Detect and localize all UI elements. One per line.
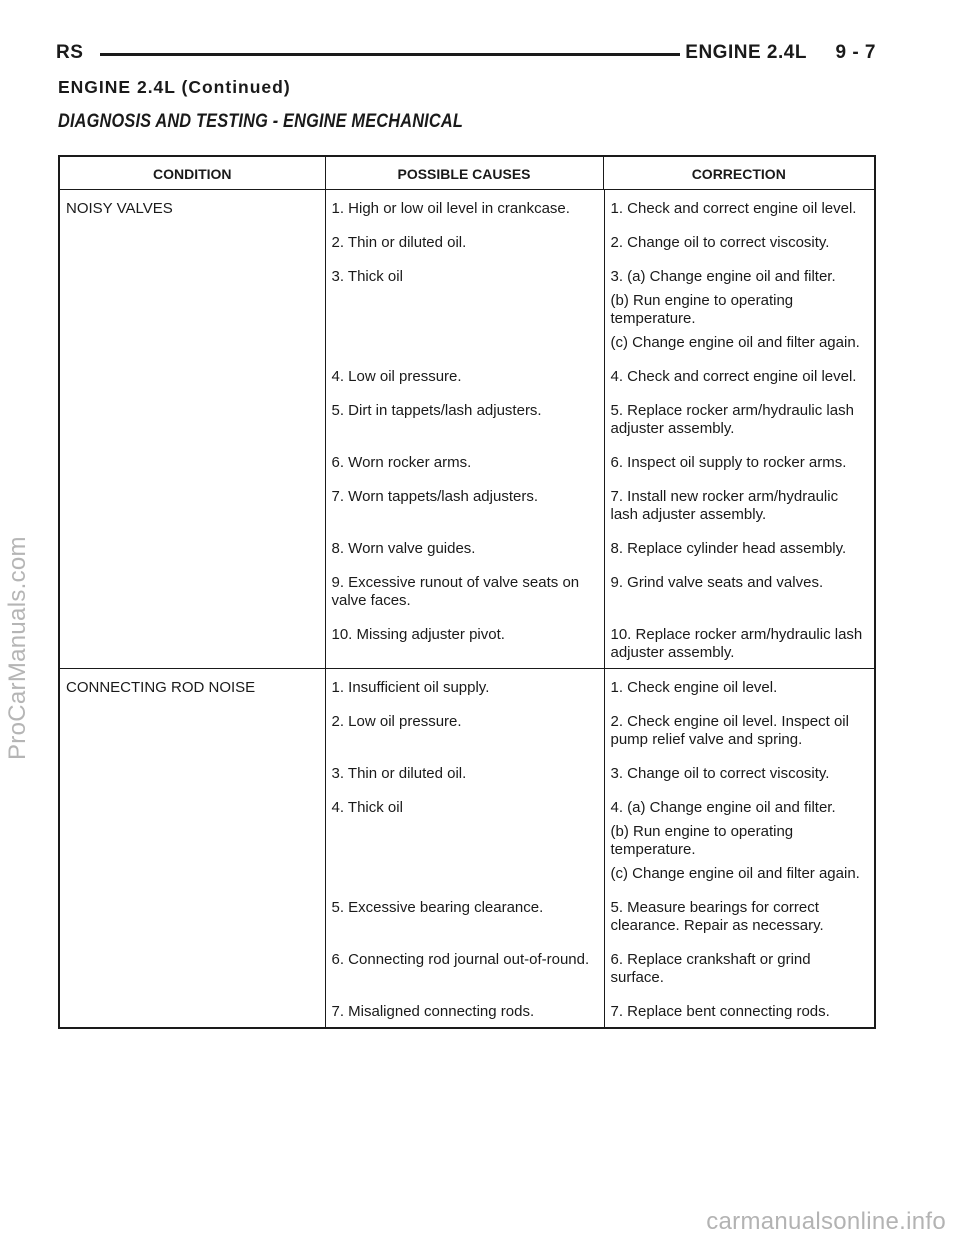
condition-label: CONNECTING ROD NOISE [66,679,256,696]
table-body [59,190,875,1029]
cause-text [326,941,605,993]
correction-line: 8. Replace cylinder head assembly. [610,540,847,557]
correction-text [605,224,875,258]
header-rule [100,53,680,56]
cause-correction-pair [326,224,875,258]
correction-text [605,530,875,564]
cause-correction-pair [326,889,875,941]
correction-line: 1. Check and correct engine oil level. [610,200,857,217]
correction-line: 9. Grind valve seats and valves. [610,574,824,591]
correction-text [605,941,875,993]
cause-line: 7. Worn tappets/lash adjusters. [331,488,538,505]
cause-text [326,789,605,889]
correction-text [605,789,875,889]
cause-text [326,478,605,530]
cause-line: 9. Excessive runout of valve seats on valve faces. [331,574,580,609]
cause-correction-pair [326,993,875,1027]
cause-correction-pair [326,564,875,616]
correction-line: 4. (a) Change engine oil and filter. [610,799,836,816]
cause-text [326,669,605,703]
correction-line: 4. Check and correct engine oil level. [610,368,857,385]
cause-correction-pair [326,669,875,703]
cause-line: 10. Missing adjuster pivot. [331,626,505,643]
cause-text [326,444,605,478]
cause-text [326,703,605,755]
correction-text [605,444,875,478]
correction-text [605,478,875,530]
column-header-condition: CONDITION [59,156,325,190]
cause-line: 6. Connecting rod journal out-of-round. [331,951,590,968]
cause-correction-pair [326,530,875,564]
cause-text [326,755,605,789]
cause-text [326,358,605,392]
correction-text [605,703,875,755]
manual-code: RS [56,42,84,63]
correction-line: 5. Replace rocker arm/hydraulic lash adjuster assembly. [610,402,854,437]
correction-line: 6. Inspect oil supply to rocker arms. [610,454,847,471]
table-row [59,190,875,669]
causes-corrections-cell [325,669,875,1029]
watermark-carmanualsonline: carmanualsonline.info [706,1208,946,1235]
page-header [56,42,876,74]
correction-text [605,258,875,358]
cause-line: 4. Low oil pressure. [331,368,462,385]
correction-line: 5. Measure bearings for correct clearance. Repair as necessary. [610,899,824,934]
correction-text [605,993,875,1027]
cause-line: 3. Thin or diluted oil. [331,765,467,782]
cause-line: 7. Misaligned connecting rods. [331,1003,535,1020]
cause-correction-pair [326,478,875,530]
cause-line: 2. Thin or diluted oil. [331,234,467,251]
causes-corrections-cell [325,190,875,669]
cause-line: 1. Insufficient oil supply. [331,679,490,696]
cause-text [326,530,605,564]
cause-line: 8. Worn valve guides. [331,540,476,557]
condition-cell [59,190,325,669]
cause-line: 5. Excessive bearing clearance. [331,899,544,916]
correction-text [605,190,875,224]
correction-text [605,616,875,668]
cause-line: 4. Thick oil [331,799,403,816]
cause-correction-pair [326,616,875,668]
correction-line: 2. Change oil to correct viscosity. [610,234,830,251]
cause-correction-pair [326,789,875,889]
diagnosis-table [58,155,876,1029]
page-section-number: ENGINE 2.4L 9 - 7 [685,42,876,63]
cause-text [326,616,605,668]
correction-line: 1. Check engine oil level. [610,679,778,696]
cause-line: 6. Worn rocker arms. [331,454,472,471]
cause-text [326,392,605,444]
column-header-causes: POSSIBLE CAUSES [325,156,603,190]
correction-line: (b) Run engine to operating temperature. [610,823,794,858]
table-row [59,669,875,1029]
cause-correction-pair [326,258,875,358]
correction-text [605,889,875,941]
correction-text [605,669,875,703]
correction-line: 10. Replace rocker arm/hydraulic lash adjuster assembly. [610,626,863,661]
correction-text [605,755,875,789]
condition-label: NOISY VALVES [66,200,173,217]
correction-line: 2. Check engine oil level. Inspect oil pump relief valve and spring. [610,713,849,748]
correction-text [605,564,875,616]
correction-line: 3. (a) Change engine oil and filter. [610,268,836,285]
cause-line: 1. High or low oil level in crankcase. [331,200,570,217]
cause-correction-pair [326,703,875,755]
cause-text [326,993,605,1027]
cause-line: 2. Low oil pressure. [331,713,462,730]
cause-line: 5. Dirt in tappets/lash adjusters. [331,402,542,419]
cause-text [326,889,605,941]
table-header-row [59,156,875,190]
cause-text [326,190,605,224]
correction-line: 3. Change oil to correct viscosity. [610,765,830,782]
correction-text [605,392,875,444]
correction-line: 6. Replace crankshaft or grind surface. [610,951,811,986]
correction-line: (b) Run engine to operating temperature. [610,292,794,327]
cause-correction-pair [326,941,875,993]
continued-heading: ENGINE 2.4L (Continued) [58,77,291,97]
cause-text [326,564,605,616]
cause-text [326,258,605,358]
condition-cell [59,669,325,1029]
cause-correction-pair [326,755,875,789]
correction-line: 7. Install new rocker arm/hydraulic lash adjuster assembly. [610,488,839,523]
correction-line: (c) Change engine oil and filter again. [610,865,860,882]
column-header-correction: CORRECTION [603,156,875,190]
correction-line: 7. Replace bent connecting rods. [610,1003,830,1020]
correction-line: (c) Change engine oil and filter again. [610,334,860,351]
cause-line: 3. Thick oil [331,268,403,285]
cause-correction-pair [326,358,875,392]
cause-text [326,224,605,258]
watermark-procarmanuals: ProCarManuals.com [4,536,31,760]
cause-correction-pair [326,190,875,224]
cause-correction-pair [326,392,875,444]
correction-text [605,358,875,392]
section-title: DIAGNOSIS AND TESTING - ENGINE MECHANICAL [58,111,463,132]
cause-correction-pair [326,444,875,478]
